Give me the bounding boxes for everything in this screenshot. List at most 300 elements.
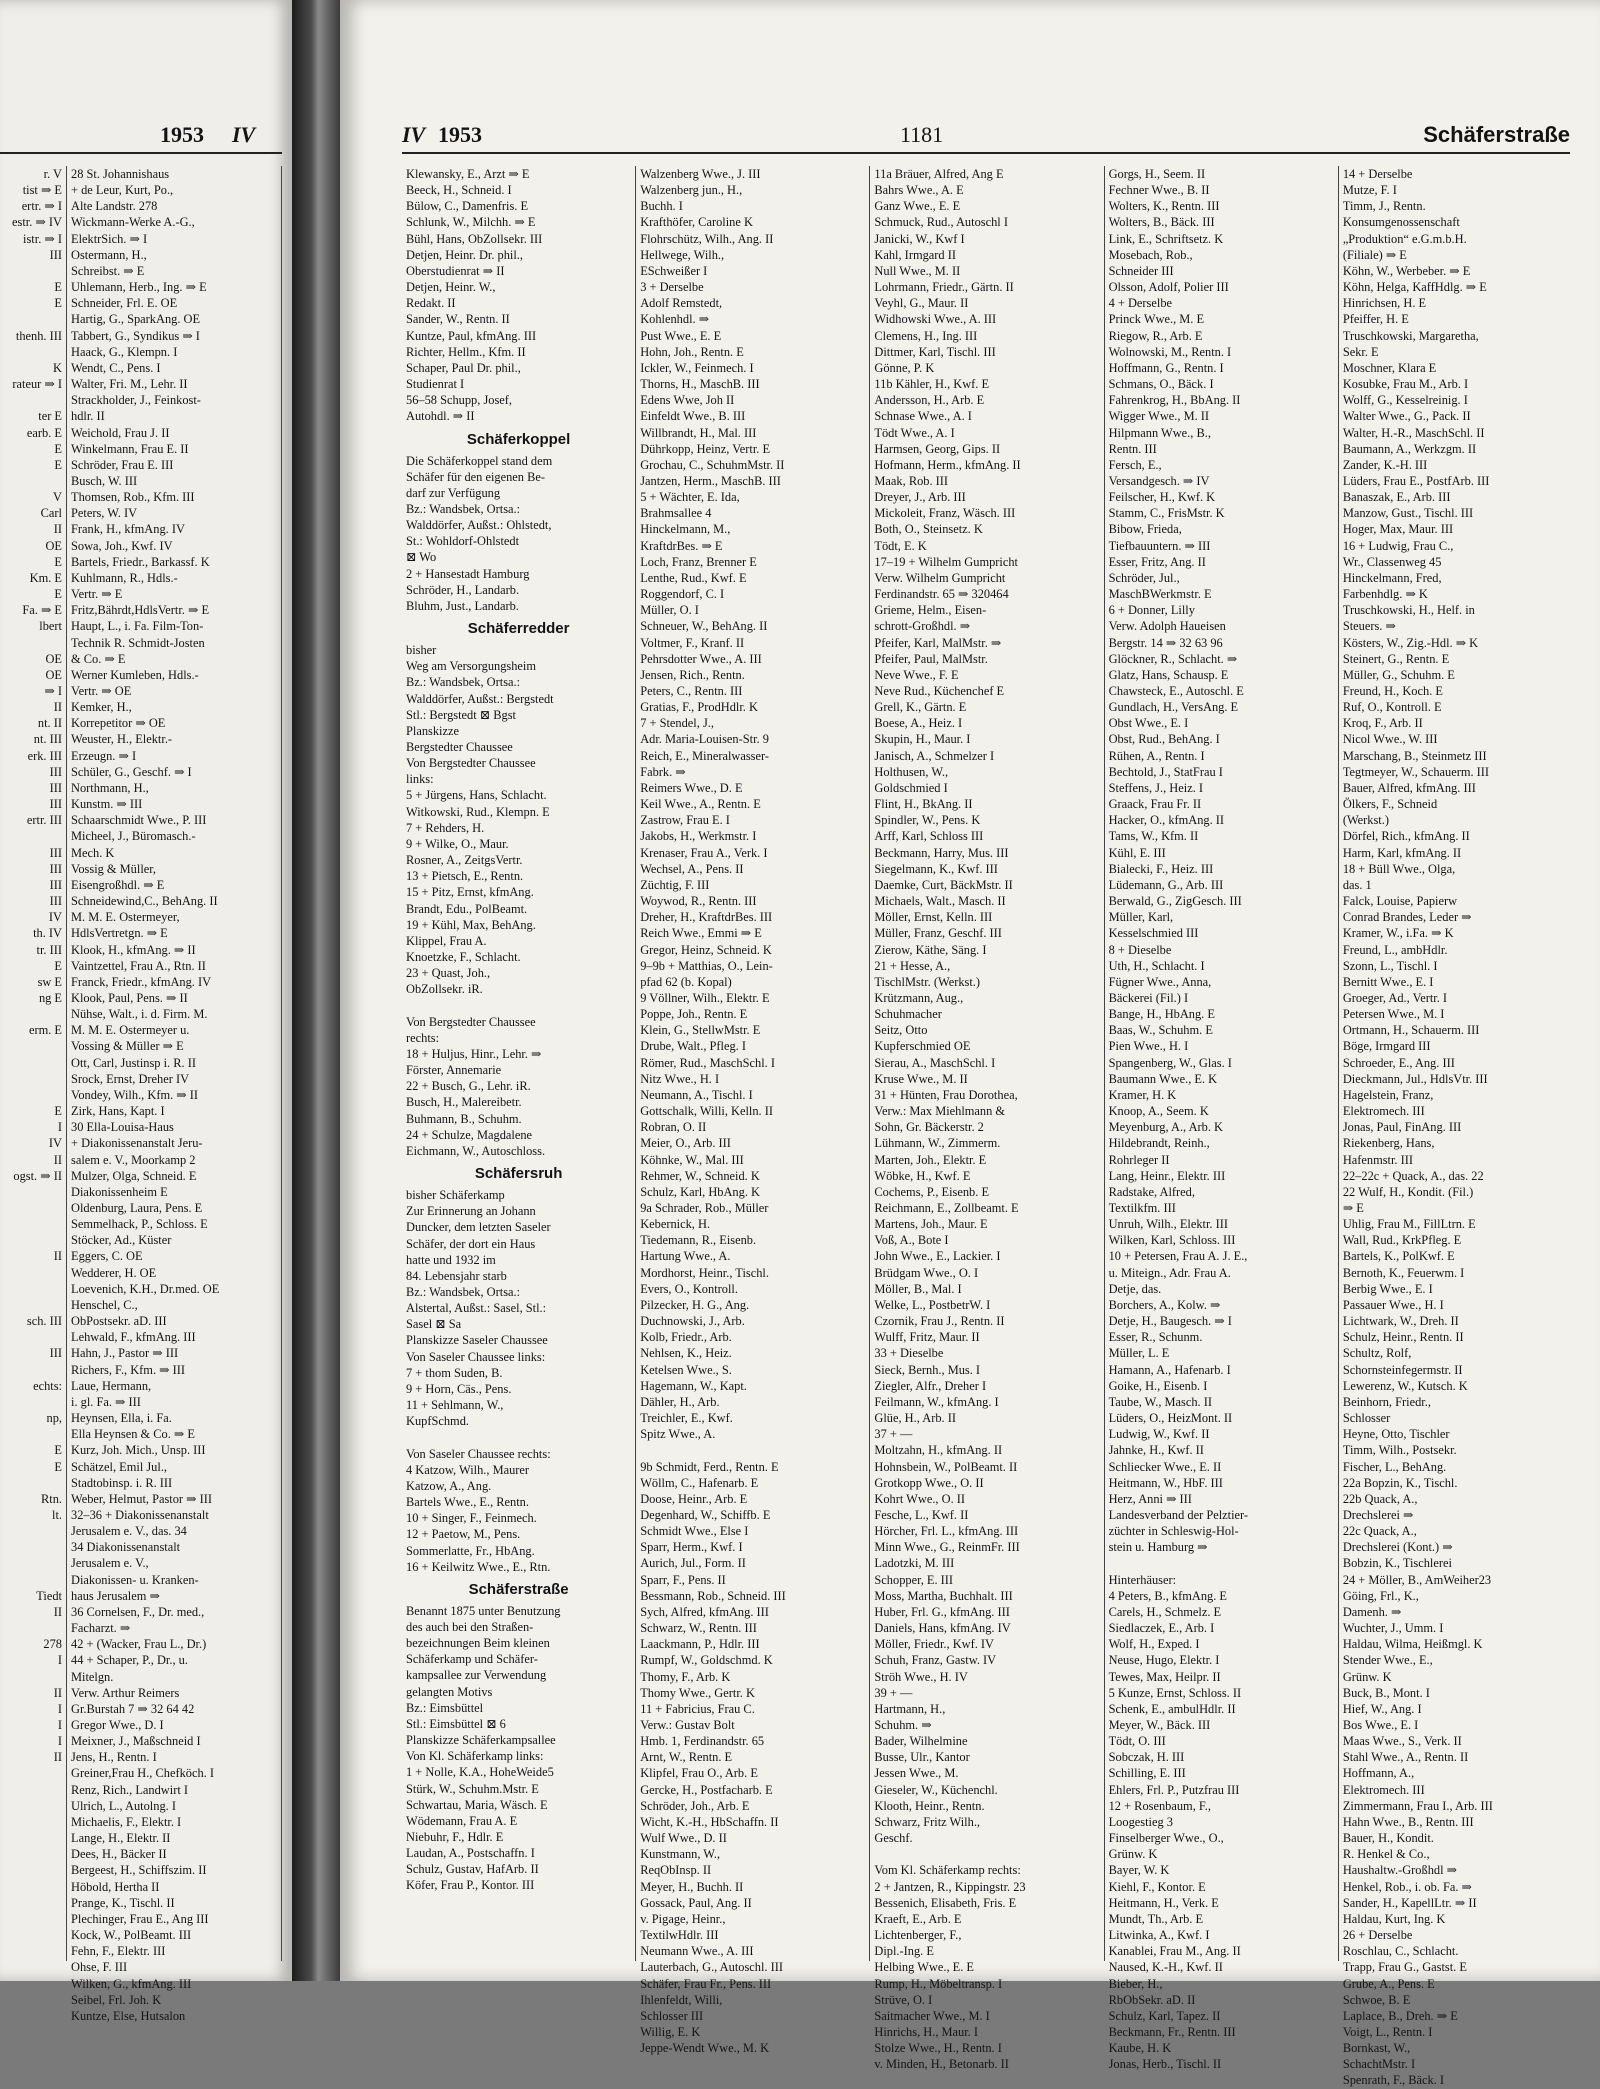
directory-entry-line: 9 + Wilke, O., Maur. <box>406 836 509 851</box>
directory-entry-line: III <box>49 247 62 262</box>
directory-entry-line: Bader, Wilhelmine <box>874 1734 968 1749</box>
directory-entry-line: Mulzer, Olga, Schneid. E <box>71 1168 197 1183</box>
directory-entry-line: 9b Schmidt, Ferd., Rentn. E <box>640 1459 779 1474</box>
directory-entry-line: Schornsteinfegermstr. II <box>1342 1362 1463 1377</box>
directory-entry-line: Grünw. K <box>1342 1669 1392 1684</box>
directory-entry-line: Klein, G., StellwMstr. E <box>640 1023 761 1038</box>
directory-entry-line: K <box>53 360 62 375</box>
directory-entry-line: Grochau, C., SchuhmMstr. II <box>640 457 785 472</box>
directory-entry-line: Spitz Wwe., A. <box>640 1427 716 1442</box>
directory-entry-line: tist ⇒ E <box>22 183 62 198</box>
directory-entry-line: Jonas, Paul, FinAng. III <box>1342 1120 1462 1135</box>
directory-entry-line: Loch, Franz, Brenner E <box>640 554 757 569</box>
directory-entry-line: 31 + Hünten, Frau Dorothea, <box>874 1087 1018 1102</box>
directory-entry-line: Hartung Wwe., A. <box>640 1249 731 1264</box>
directory-entry-line: III <box>49 894 62 909</box>
directory-entry-line: Rosner, A., ZeitgsVertr. <box>406 853 523 868</box>
directory-entry-line: Spangenberg, W., Glas. I <box>1108 1055 1232 1070</box>
directory-entry-line: Bühl, Hans, ObZollsekr. III <box>406 231 543 246</box>
directory-entry-line: Ehlers, Frl. P., Putzfrau III <box>1108 1782 1240 1797</box>
directory-entry-line: Reich, E., Mineralwasser- <box>640 748 769 763</box>
directory-entry-line: Kramer, H. K <box>1108 1087 1177 1102</box>
directory-entry-line: (Filiale) ⇒ E <box>1342 247 1407 262</box>
directory-entry-line: Jerusalem e. V., das. 34 <box>71 1524 187 1539</box>
directory-entry-line: züchter in Schleswig-Hol- <box>1108 1524 1239 1539</box>
directory-entry-line <box>4 1426 62 1442</box>
directory-entry-line: Schäfer, Frau Fr., Pens. III <box>640 1976 772 1991</box>
directory-entry-line: earb. E <box>26 425 62 440</box>
directory-entry-line: Wilken, G., kfmAng. III <box>71 1976 192 1991</box>
directory-entry-line: Spindler, W., Pens. K <box>874 813 981 828</box>
directory-entry-line: Gottschalk, Willi, Kelln. II <box>640 1104 773 1119</box>
directory-entry-line: Jeppe-Wendt Wwe., M. K <box>640 2041 770 2056</box>
right-header-year: 1953 <box>438 122 482 147</box>
directory-entry-line: Einfeldt Wwe., B. III <box>640 409 746 424</box>
directory-entry-line: Schreibst. ⇒ E <box>71 263 145 278</box>
directory-entry-line: MaschBWerkmstr. E <box>1108 587 1212 602</box>
directory-entry-line: Hacker, O., kfmAng. II <box>1108 813 1225 828</box>
directory-entry-line: Verw. Arthur Reimers <box>71 1685 180 1700</box>
directory-entry-line: salem e. V., Moorkamp 2 <box>71 1152 196 1167</box>
directory-entry-line: Zastrow, Frau E. I <box>640 813 730 828</box>
directory-entry-line: Sander, H., KapellLtr. ⇒ II <box>1342 1895 1477 1910</box>
directory-entry-line: Mutze, F. I <box>1342 183 1397 198</box>
directory-entry-line: Schmuck, Rud., Autoschl I <box>874 215 1008 230</box>
directory-entry-line: Strüve, O. I <box>874 1992 933 2007</box>
directory-entry-line: Grünw. K <box>1108 1847 1158 1862</box>
left-page <box>0 0 292 2023</box>
section-heading: Schäferredder <box>467 620 570 638</box>
directory-entry-line: Neve Wwe., F. E <box>874 667 959 682</box>
directory-entry-line: Drechslerei ⇒ <box>1342 1507 1414 1522</box>
directory-entry-line: Laudan, A., Postschaffn. I <box>406 1846 535 1861</box>
directory-entry-line: Holthusen, W., <box>874 764 949 779</box>
directory-entry-line: Steuers. ⇒ <box>1342 619 1396 634</box>
directory-entry-line: Diakonissen- u. Kranken- <box>71 1572 199 1587</box>
directory-entry-line: Bobzin, K., Tischlerei <box>1342 1556 1452 1571</box>
directory-entry-line: Bergstedter Chaussee <box>406 740 513 754</box>
directory-entry-line: Bartels, Friedr., Barkassf. K <box>71 554 210 569</box>
directory-entry-line: Wigger Wwe., M. II <box>1108 409 1210 424</box>
directory-entry-line: Fischer, L., BehAng. <box>1342 1459 1447 1474</box>
directory-entry-line <box>4 1055 62 1071</box>
directory-entry-line: Lewerenz, W., Kutsch. K <box>1342 1378 1468 1393</box>
directory-entry-line: Haldau, Kurt, Ing. K <box>1342 1911 1446 1926</box>
directory-entry-line: Schulz, Karl, HbAng. K <box>640 1184 760 1199</box>
directory-entry-line <box>874 1846 1099 1862</box>
directory-entry-line: 7 + thom Suden, B. <box>406 1365 503 1380</box>
directory-entry-line: Manzow, Gust., Tischl. III <box>1342 506 1474 521</box>
directory-entry-line: Sobczak, H. III <box>1108 1750 1185 1765</box>
directory-entry-line: Schuhmacher <box>874 1007 942 1022</box>
directory-entry-line: ng E <box>38 990 62 1005</box>
directory-entry-line: Mech. K <box>71 845 115 860</box>
directory-entry-line: r. V <box>43 167 62 181</box>
directory-entry-line: Clemens, H., Ing. III <box>874 328 978 343</box>
directory-entry-line: Klook, H., kfmAng. ⇒ II <box>71 942 196 957</box>
directory-entry-line: Vossig & Müller, <box>71 861 156 876</box>
directory-entry-line: St.: Wohldorf-Ohlstedt <box>406 534 520 549</box>
right-column-4 <box>1105 166 1339 2072</box>
directory-entry-line: Ganz Wwe., E. E <box>874 199 961 214</box>
directory-entry-line: Kramer, W., i.Fa. ⇒ K <box>1342 926 1454 941</box>
directory-entry-line: Haldau, Wilma, Heißmgl. K <box>1342 1637 1483 1652</box>
directory-entry-line: Meixner, J., Maßschneid I <box>71 1734 201 1749</box>
directory-entry-line: 4 + Derselbe <box>1108 296 1173 311</box>
directory-entry-line: Schneider, Frl. E. OE <box>71 296 178 311</box>
directory-entry-line: 11b Kähler, H., Kwf. E <box>874 377 990 392</box>
directory-entry-line: Henkel, Rob., i. ob. Fa. ⇒ <box>1342 1879 1472 1894</box>
directory-entry-line: Jahnke, H., Kwf. II <box>1108 1443 1204 1458</box>
directory-entry-line: u. Miteign., Adr. Frau A. <box>1108 1265 1231 1280</box>
directory-entry-line: Jensen, Rich., Rentn. <box>640 667 745 682</box>
directory-entry-line: thenh. III <box>15 328 62 343</box>
directory-entry-line: Tegtmeyer, W., Schauerm. III <box>1342 764 1490 779</box>
directory-entry-line: Pfeifer, Karl, MalMstr. ⇒ <box>874 635 1002 650</box>
directory-entry-line: Czornik, Frau J., Rentn. II <box>874 1314 1005 1329</box>
directory-entry-line: Schliecker Wwe., E. II <box>1108 1459 1222 1474</box>
left-column-1 <box>0 166 67 1961</box>
page-number: 1181 <box>900 122 944 147</box>
directory-entry-line: Haupt, L., i. Fa. Film-Ton- <box>71 619 204 634</box>
directory-entry-line: Fesche, L., Kwf. II <box>874 1507 969 1522</box>
directory-entry-line: Wolters, B., Bäck. III <box>1108 215 1215 230</box>
directory-entry-line: Dittmer, Karl, Tischl. III <box>874 344 996 359</box>
directory-entry-line: Borchers, A., Kolw. ⇒ <box>1108 1297 1221 1312</box>
directory-entry-line: Jessen Wwe., M. <box>874 1766 959 1781</box>
directory-entry-line: I <box>57 1701 62 1716</box>
directory-entry-line: Lüdemann, G., Arb. III <box>1108 877 1224 892</box>
directory-entry-line: OE <box>45 651 62 666</box>
directory-entry-line: KraftdrBes. ⇒ E <box>640 538 723 553</box>
directory-entry-line: Maak, Rob. III <box>874 473 949 488</box>
directory-entry-line: Walter, Fri. M., Lehr. II <box>71 377 188 392</box>
directory-entry-line: Kunstmann, W., <box>640 1847 721 1862</box>
directory-entry-line: Freund, H., Koch. E <box>1342 684 1443 698</box>
directory-entry-line: III <box>49 780 62 795</box>
directory-entry-line: Maas Wwe., S., Verk. II <box>1342 1734 1462 1749</box>
directory-entry-line: Litwinka, A., Kwf. I <box>1108 1928 1210 1943</box>
directory-entry-line: Siedlaczek, E., Arb. I <box>1108 1621 1215 1636</box>
directory-entry-line: Stl.: Bergstedt ⊠ Bgst <box>406 707 516 722</box>
directory-entry-line: ESchweißer I <box>640 263 708 278</box>
directory-entry-line: Fügner Wwe., Anna, <box>1108 974 1212 989</box>
directory-entry-line: Schlunk, W., Milchh. ⇒ E <box>406 215 536 230</box>
directory-entry-line: E <box>54 1104 62 1119</box>
directory-entry-line: Strackholder, J., Feinkost- <box>71 393 201 408</box>
directory-entry-line: Busch, H., Malereibetr. <box>406 1095 522 1110</box>
directory-entry-line: Veyhl, G., Maur. II <box>874 296 969 311</box>
directory-entry-line: Schröder, Joh., Arb. E <box>640 1798 750 1813</box>
directory-entry-line: Mickoleit, Franz, Wäsch. III <box>874 506 1016 521</box>
directory-entry-line: Laplace, B., Dreh. ⇒ E <box>1342 2008 1458 2023</box>
directory-entry-line: 24 + Möller, B., AmWeiher23 <box>1342 1572 1492 1587</box>
directory-entry-line: Boese, A., Heiz. I <box>874 716 963 731</box>
directory-entry-line: Michaels, Walt., Masch. II <box>874 894 1006 909</box>
directory-entry-line: Haack, G., Klempn. I <box>71 344 178 359</box>
directory-entry-line: Willig, E. K <box>640 2024 701 2039</box>
directory-entry-line: Skupin, H., Maur. I <box>874 732 971 747</box>
directory-entry-line: Pehrsdotter Wwe., A. III <box>640 651 762 666</box>
directory-entry-line: 10 + Singer, F., Feinmech. <box>406 1511 537 1526</box>
directory-entry-line: Kemker, H., <box>71 700 132 715</box>
directory-entry-line: RbObSekr. aD. II <box>1108 1992 1196 2007</box>
directory-entry-line: Detjen, Heinr. W., <box>406 280 496 295</box>
right-column-5 <box>1339 166 1572 2088</box>
directory-entry-line: Vossing & Müller ⇒ E <box>71 1039 184 1054</box>
directory-entry-line: Schäferkamp und Schäfer- <box>406 1652 538 1667</box>
directory-entry-line: Weuster, H., Elektr.- <box>71 732 173 747</box>
directory-entry-line <box>4 1216 62 1232</box>
directory-entry-line: Bz.: Wandsbek, Ortsa.: <box>406 501 521 516</box>
directory-entry-line: Verw.: Max Miehlmann & <box>874 1104 1006 1119</box>
directory-entry-line: Heynsen, Ella, i. Fa. <box>71 1411 172 1426</box>
directory-entry-line: Göing, Frl., K., <box>1342 1588 1419 1603</box>
directory-entry-line: Walter Wwe., G., Pack. II <box>1342 409 1471 424</box>
directory-entry-line: TextilwHdlr. III <box>640 1928 719 1943</box>
directory-entry-line: Stahl Wwe., A., Rentn. II <box>1342 1750 1469 1765</box>
directory-entry-line: Carl <box>40 506 62 521</box>
directory-entry-line: Andersson, H., Arb. E <box>874 393 985 408</box>
directory-entry-line: Gorgs, H., Seem. II <box>1108 167 1206 181</box>
directory-entry-line: 6 + Donner, Lilly <box>1108 603 1195 618</box>
directory-entry-line: 5 + Wächter, E. Ida, <box>640 490 740 505</box>
directory-entry-line: Graack, Frau Fr. II <box>1108 797 1202 812</box>
directory-entry-line: Kunstm. ⇒ III <box>71 797 143 812</box>
directory-entry-line: Ickler, W., Feinmech. I <box>640 360 754 375</box>
directory-entry-line: Klipfel, Frau O., Arb. E <box>640 1766 758 1781</box>
directory-entry-line: Rumpf, W., Goldschmd. K <box>640 1653 773 1668</box>
directory-entry-line: 11a Bräuer, Alfred, Ang E <box>874 167 1004 181</box>
directory-entry-line: Franck, Friedr., kfmAng. IV <box>71 974 212 989</box>
directory-entry-line: Baumann Wwe., E. K <box>1108 1071 1218 1086</box>
directory-entry-line: Hofmann, Herm., kfmAng. II <box>874 457 1021 472</box>
directory-entry-line: Bluhm, Just., Landarb. <box>406 598 519 613</box>
directory-entry-line: Lichtwark, W., Dreh. II <box>1342 1314 1459 1329</box>
directory-entry-line: Beckmann, Harry, Mus. III <box>874 845 1009 860</box>
directory-entry-line: Wickmann-Werke A.-G., <box>71 215 195 230</box>
directory-entry-line: Ölkers, F., Schneid <box>1342 797 1438 812</box>
directory-entry-line: Hoffmann, G., Rentn. I <box>1108 360 1224 375</box>
directory-entry-line: Bz.: Eimsbüttel <box>406 1700 484 1715</box>
directory-entry-line: erm. E <box>28 1023 62 1038</box>
left-header-volume <box>232 122 255 148</box>
directory-entry-line: Ladotzki, M. III <box>874 1556 955 1571</box>
directory-entry-line: E <box>54 958 62 973</box>
directory-entry-line: Knoop, A., Seem. K <box>1108 1104 1209 1119</box>
directory-entry-line: 9 Völlner, Wilh., Elektr. E <box>640 990 770 1005</box>
directory-entry-line <box>4 1362 62 1378</box>
directory-entry-line: Hahn, J., Pastor ⇒ III <box>71 1346 179 1361</box>
directory-entry-line: Voltmer, F., Kranf. II <box>640 635 745 650</box>
directory-entry-line <box>4 344 62 360</box>
directory-entry-line: gelangten Motivs <box>406 1684 493 1699</box>
directory-entry-line: istr. ⇒ I <box>23 231 62 246</box>
directory-entry-line: Hamann, A., Hafenarb. I <box>1108 1362 1231 1377</box>
directory-entry-line: Rehmer, W., Schneid. K <box>640 1168 760 1183</box>
directory-entry-line: V <box>53 490 62 505</box>
directory-entry-line: Walddörfer, Außst.: Bergstedt <box>406 691 554 706</box>
directory-entry-line: Reich Wwe., Emmi ⇒ E <box>640 926 762 941</box>
directory-entry-line: Verw. Wilhelm Gumpricht <box>874 570 1006 585</box>
directory-entry-line <box>4 1539 62 1555</box>
directory-entry-line: 10 + Petersen, Frau A. J. E., <box>1108 1249 1248 1264</box>
directory-entry-line: hatte und 1932 im <box>406 1252 496 1267</box>
directory-entry-line: Sasel ⊠ Sa <box>406 1317 462 1332</box>
directory-entry-line: Wall, Rud., KrkPfleg. E <box>1342 1233 1462 1248</box>
directory-entry-line: Kösters, W., Zig.-Hdl. ⇒ K <box>1342 635 1479 650</box>
directory-entry-line: Kohlenhdl. ⇒ <box>640 312 710 327</box>
directory-entry-line: Schätzel, Emil Jul., <box>71 1459 168 1474</box>
directory-entry-line <box>4 1555 62 1571</box>
directory-entry-line: Klook, Paul, Pens. ⇒ II <box>71 990 188 1005</box>
directory-entry-line: Gossack, Paul, Ang. II <box>640 1895 752 1910</box>
directory-entry-line: Naused, K.-H., Kwf. II <box>1108 1960 1223 1975</box>
directory-entry-line: M. M. E. Ostermeyer, <box>71 910 180 925</box>
directory-entry-line: Kuntze, Else, Hutsalon <box>71 2008 186 2023</box>
directory-entry-line: Oberstudienrat ⇒ II <box>406 263 505 278</box>
directory-entry-line: III <box>49 764 62 779</box>
directory-entry-line: Kraeft, E., Arb. E <box>874 1911 962 1926</box>
directory-entry-line: Thomy Wwe., Gertr. K <box>640 1685 755 1700</box>
directory-entry-line: 22–22c + Quack, A., das. 22 <box>1342 1168 1484 1183</box>
directory-entry-line: Elektromech. III <box>1342 1782 1425 1797</box>
directory-entry-line: R. Henkel & Co., <box>1342 1847 1430 1862</box>
directory-entry-line: Sparr, F., Pens. II <box>640 1572 726 1587</box>
directory-entry-line: Willbrandt, H., Mal. III <box>640 425 757 440</box>
directory-entry-line: + Diakonissenanstalt Jeru- <box>71 1136 203 1151</box>
directory-entry-line: Lange, H., Elektr. II <box>71 1831 171 1846</box>
directory-entry-line: Dührkopp, Heinz, Vertr. E <box>640 441 771 456</box>
directory-entry-line: E <box>54 554 62 569</box>
directory-entry-line: Plechinger, Frau E., Ang III <box>71 1911 209 1926</box>
book-gutter <box>292 0 340 1981</box>
directory-entry-line: Die Schäferkoppel stand dem <box>406 453 553 468</box>
directory-entry-line <box>4 1297 62 1313</box>
directory-entry-line: Möller, Friedr., Kwf. IV <box>874 1637 995 1652</box>
directory-entry-line: Müller, Franz, Geschf. III <box>874 926 1002 941</box>
directory-entry-line <box>4 1523 62 1539</box>
directory-entry-line: Glüe, H., Arb. II <box>874 1411 956 1426</box>
directory-entry-line: 13 + Pietsch, E., Rentn. <box>406 869 524 884</box>
directory-entry-line: 32–36 + Diakonissenanstalt <box>71 1507 209 1522</box>
left-column-2 <box>67 166 282 2023</box>
directory-entry-line: Bartels Wwe., E., Rentn. <box>406 1495 529 1510</box>
directory-entry-line: Hoger, Max, Maur. III <box>1342 522 1454 537</box>
directory-entry-line: Schmidt Wwe., Else I <box>640 1524 749 1539</box>
directory-entry-line: 8 + Dieselbe <box>1108 942 1172 957</box>
directory-entry-line: Autohdl. ⇒ II <box>406 409 475 424</box>
directory-entry-line: Schüler, G., Geschf. ⇒ I <box>71 764 192 779</box>
directory-entry-line: Truschkowski, Margaretha, <box>1342 328 1479 343</box>
directory-entry-line: ElektrSich. ⇒ I <box>71 231 148 246</box>
directory-entry-line: Schröder, Frau E. III <box>71 457 174 472</box>
directory-entry-line: Obst, Rud., BehAng. I <box>1108 732 1220 747</box>
directory-entry-line: Sierau, A., MaschSchl. I <box>874 1055 996 1070</box>
directory-entry-line: v. Minden, H., Betonarb. II <box>874 2057 1009 2072</box>
directory-entry-line: Hinckelmann, M., <box>640 522 731 537</box>
directory-entry-line: 2 + Jantzen, R., Kippingstr. 23 <box>874 1879 1026 1894</box>
directory-entry-line <box>1109 1555 1334 1571</box>
directory-entry-line: III <box>49 877 62 892</box>
directory-entry-line: Schwarz, Fritz Wilh., <box>874 1814 981 1829</box>
directory-entry-line: Frank, H., kfmAng. IV <box>71 522 185 537</box>
directory-entry-line <box>4 1572 62 1588</box>
directory-entry-line: Ella Heynsen & Co. ⇒ E <box>71 1427 195 1442</box>
directory-entry-line: estr. ⇒ IV <box>12 215 62 230</box>
directory-entry-line: Loevenich, K.H., Dr.med. OE <box>71 1281 220 1296</box>
directory-entry-line: Kuntze, Paul, kfmAng. III <box>406 328 537 343</box>
directory-entry-line: Tewes, Max, Heilpr. II <box>1108 1669 1221 1684</box>
directory-entry-line: erk. III <box>27 748 62 763</box>
directory-entry-line: sw E <box>37 974 62 989</box>
directory-entry-line: Römer, Rud., MaschSchl. I <box>640 1055 775 1070</box>
directory-entry-line: Beinhorn, Friedr., <box>1342 1394 1431 1409</box>
directory-entry-line: Rühen, A., Rentn. I <box>1108 748 1205 763</box>
directory-entry-line: rechts: <box>406 1030 440 1045</box>
directory-entry-line: 4 Peters, B., kfmAng. E <box>1108 1588 1227 1603</box>
directory-entry-line: 278 <box>43 1637 62 1652</box>
directory-entry-line: Weichold, Frau J. II <box>71 425 170 440</box>
directory-entry-line: Detje, das. <box>1108 1281 1162 1296</box>
directory-entry-line: II <box>53 522 62 537</box>
directory-entry-line: Köhn, W., Werbeber. ⇒ E <box>1342 263 1471 278</box>
directory-entry-line: 7 + Rehders, H. <box>406 820 485 835</box>
directory-entry-line: Gundlach, H., VersAng. E <box>1108 700 1239 715</box>
directory-entry-line: 36 Cornelsen, F., Dr. med., <box>71 1604 205 1619</box>
directory-entry-line: KupfSchmd. <box>406 1414 469 1429</box>
directory-entry-line: Schröder, Jul., <box>1108 570 1180 585</box>
directory-entry-line: Alte Landstr. 278 <box>71 199 158 214</box>
directory-entry-line: Winkelmann, Frau E. II <box>71 441 189 456</box>
directory-entry-line: Km. E <box>29 570 62 585</box>
directory-entry-line: Moltzahn, H., kfmAng. II <box>874 1443 1003 1458</box>
directory-entry-line: Chawsteck, E., Autoschl. E <box>1108 684 1244 698</box>
directory-entry-line: Lehwald, F., kfmAng. III <box>71 1330 196 1345</box>
directory-entry-line: Rtn. <box>41 1491 62 1506</box>
directory-entry-line: Kroq, F., Arb. II <box>1342 716 1423 731</box>
directory-entry-line: lbert <box>39 619 62 634</box>
directory-entry-line: I <box>57 1734 62 1749</box>
directory-entry-line: ⇒ I <box>44 684 62 698</box>
directory-entry-line: Dörfel, Rich., kfmAng. II <box>1342 829 1470 844</box>
directory-entry-line: Conrad Brandes, Leder ⇒ <box>1342 910 1472 925</box>
directory-entry-line: Stadtobinsp. i. R. III <box>71 1475 173 1490</box>
directory-entry-line: Taube, W., Masch. II <box>1108 1394 1213 1409</box>
directory-entry-line: Bechtold, J., StatFrau I <box>1108 764 1223 779</box>
directory-entry-line: Kiehl, F., Kontor. E <box>1108 1879 1206 1894</box>
directory-entry-line: v. Pigage, Heinr., <box>640 1911 726 1926</box>
directory-entry-line: (Werkst.) <box>1342 813 1389 828</box>
directory-entry-line: Renz, Rich., Landwirt I <box>71 1782 188 1797</box>
directory-entry-line: lt. <box>52 1507 62 1522</box>
directory-entry-line: Hilpmann Wwe., B., <box>1108 425 1211 440</box>
directory-entry-line: rateur ⇒ I <box>12 377 62 392</box>
directory-entry-line: Steinert, G., Rentn. E <box>1342 651 1450 666</box>
directory-entry-line: Sohn, Gr. Bäckerstr. 2 <box>874 1120 984 1135</box>
directory-entry-line: Feilscher, H., Kwf. K <box>1108 490 1216 505</box>
directory-entry-line: Brahmsallee 4 <box>640 506 712 521</box>
directory-entry-line: Buchh. I <box>640 199 683 214</box>
directory-entry-line: Bauer, H., Kondit. <box>1342 1831 1434 1846</box>
directory-entry-line: Farbenhdlg. ⇒ K <box>1342 587 1428 602</box>
directory-entry-line: Micheel, J., Büromasch.- <box>71 829 196 844</box>
directory-entry-line: 12 + Rosenbaum, F., <box>1108 1798 1211 1813</box>
directory-entry-line: ertr. ⇒ I <box>21 199 62 214</box>
directory-entry-line: Wolff, G., Kesselreinig. I <box>1342 393 1468 408</box>
left-header-volume-text: IV <box>232 122 256 147</box>
directory-entry-line: 22 Wulf, H., Kondit. (Fil.) <box>1342 1184 1474 1199</box>
